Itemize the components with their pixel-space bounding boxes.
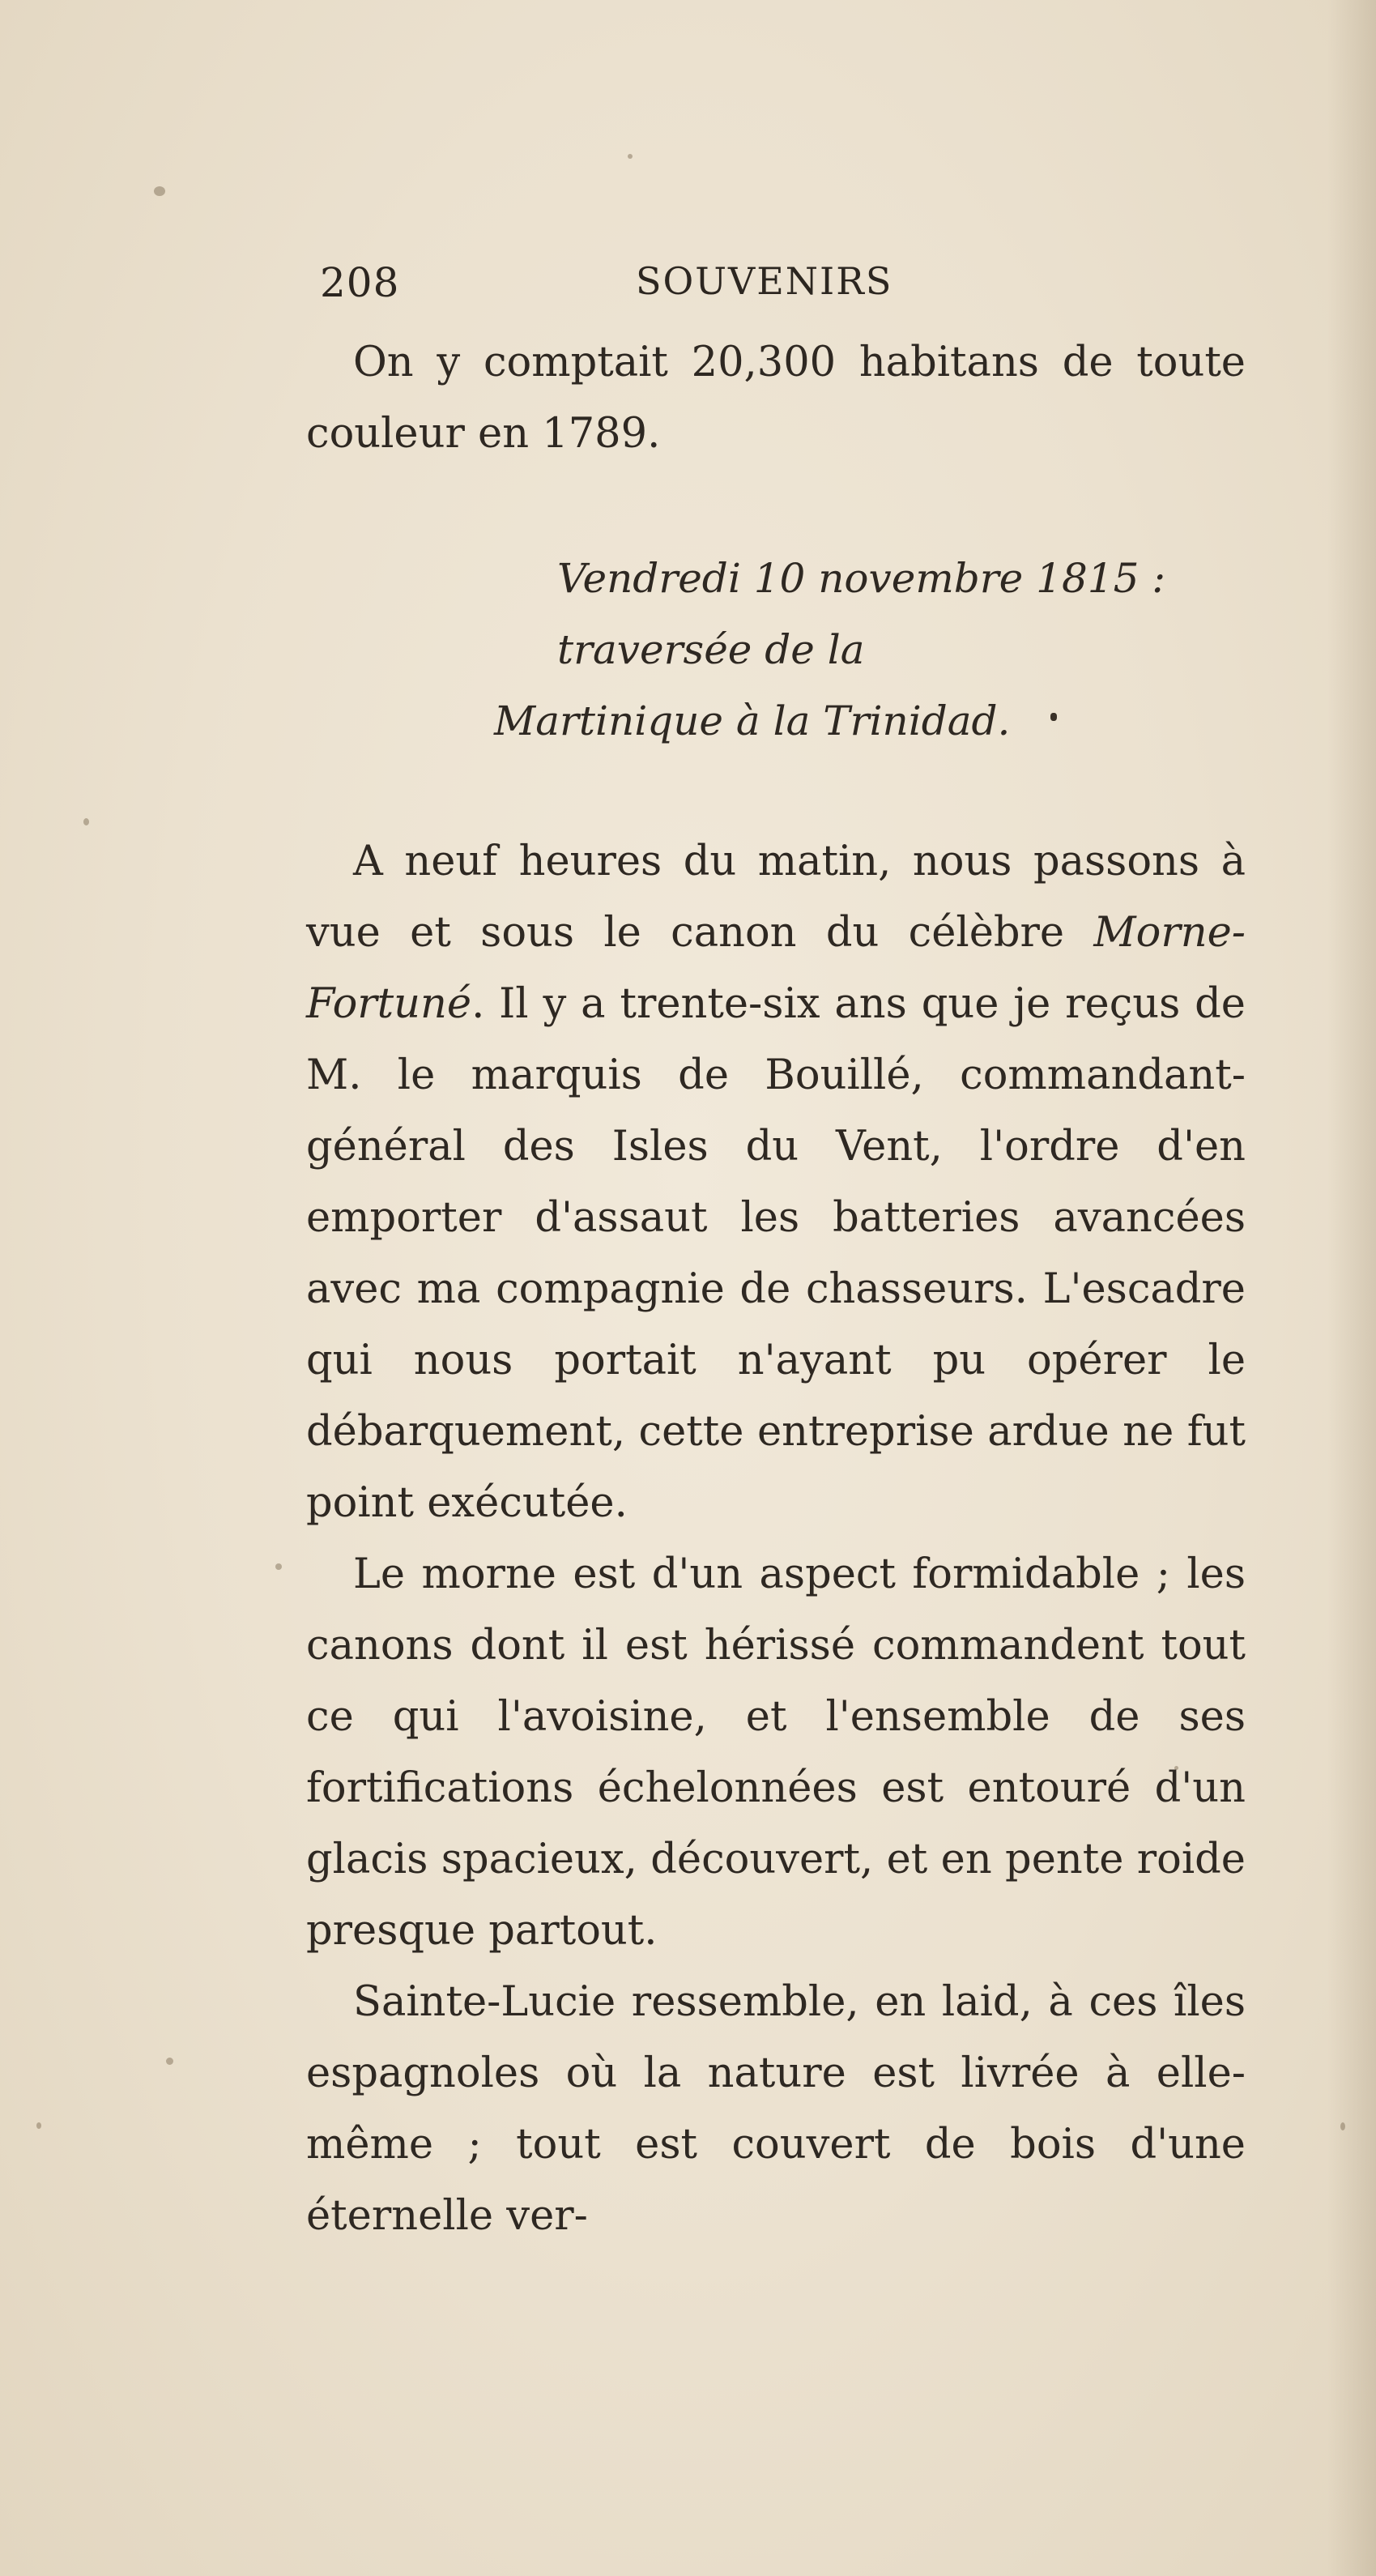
paper-speck	[83, 818, 89, 825]
page-number: 208	[320, 259, 400, 306]
paragraph: On y comptait 20,300 habitans de toute couleur en 1789.	[306, 339, 1246, 458]
page-edge-shadow	[1327, 0, 1376, 2576]
paper-speck	[154, 186, 165, 196]
section-title	[306, 543, 1246, 757]
page-header	[320, 259, 944, 324]
paragraph: Sainte-Lucie ressemble, en laid, à ces îles espagnoles où la nature est livrée à elle-même ; tout est couvert de bois d'une éternelle ver-	[306, 1978, 1246, 2240]
paper-speck	[36, 2122, 41, 2129]
paragraph: Le morne est d'un aspect formidable ; les canons dont il est hérissé commandent tout ce qui l'avoisine, et l'ensemble de ses fortifications échelonnées est entouré d'un glacis spacieux, découvert, et en pente roide presque partout.	[306, 1550, 1246, 1955]
paper-speck	[275, 1563, 282, 1570]
paragraph-text: . Il y a trente-six ans que je reçus de M. le marquis de Bouillé, commandant-général des Isles du Vent, l'ordre d'en emporter d'assaut les batteries avancées avec ma compagnie de chasseurs. L'escadre qui nous portait n'ayant pu opérer le débarquement, cette entreprise ardue ne fut point exécutée.	[306, 980, 1246, 1527]
place-name: Morne-Fortuné	[306, 909, 1246, 1028]
body-text	[306, 327, 1246, 2252]
section-title-line: Martinique à la Trinidad.	[494, 697, 1011, 744]
paragraph-text: A neuf heures du matin, nous passons à vue et sous le canon du célèbre	[306, 838, 1246, 957]
section-title-line: Vendredi 10 novembre 1815 : traversée de la	[557, 555, 1166, 673]
paragraph	[306, 826, 1246, 1539]
paper-speck	[1340, 2122, 1345, 2130]
paper-speck	[166, 2058, 173, 2065]
paper-speck	[628, 154, 633, 159]
running-head: SOUVENIRS	[636, 259, 893, 303]
